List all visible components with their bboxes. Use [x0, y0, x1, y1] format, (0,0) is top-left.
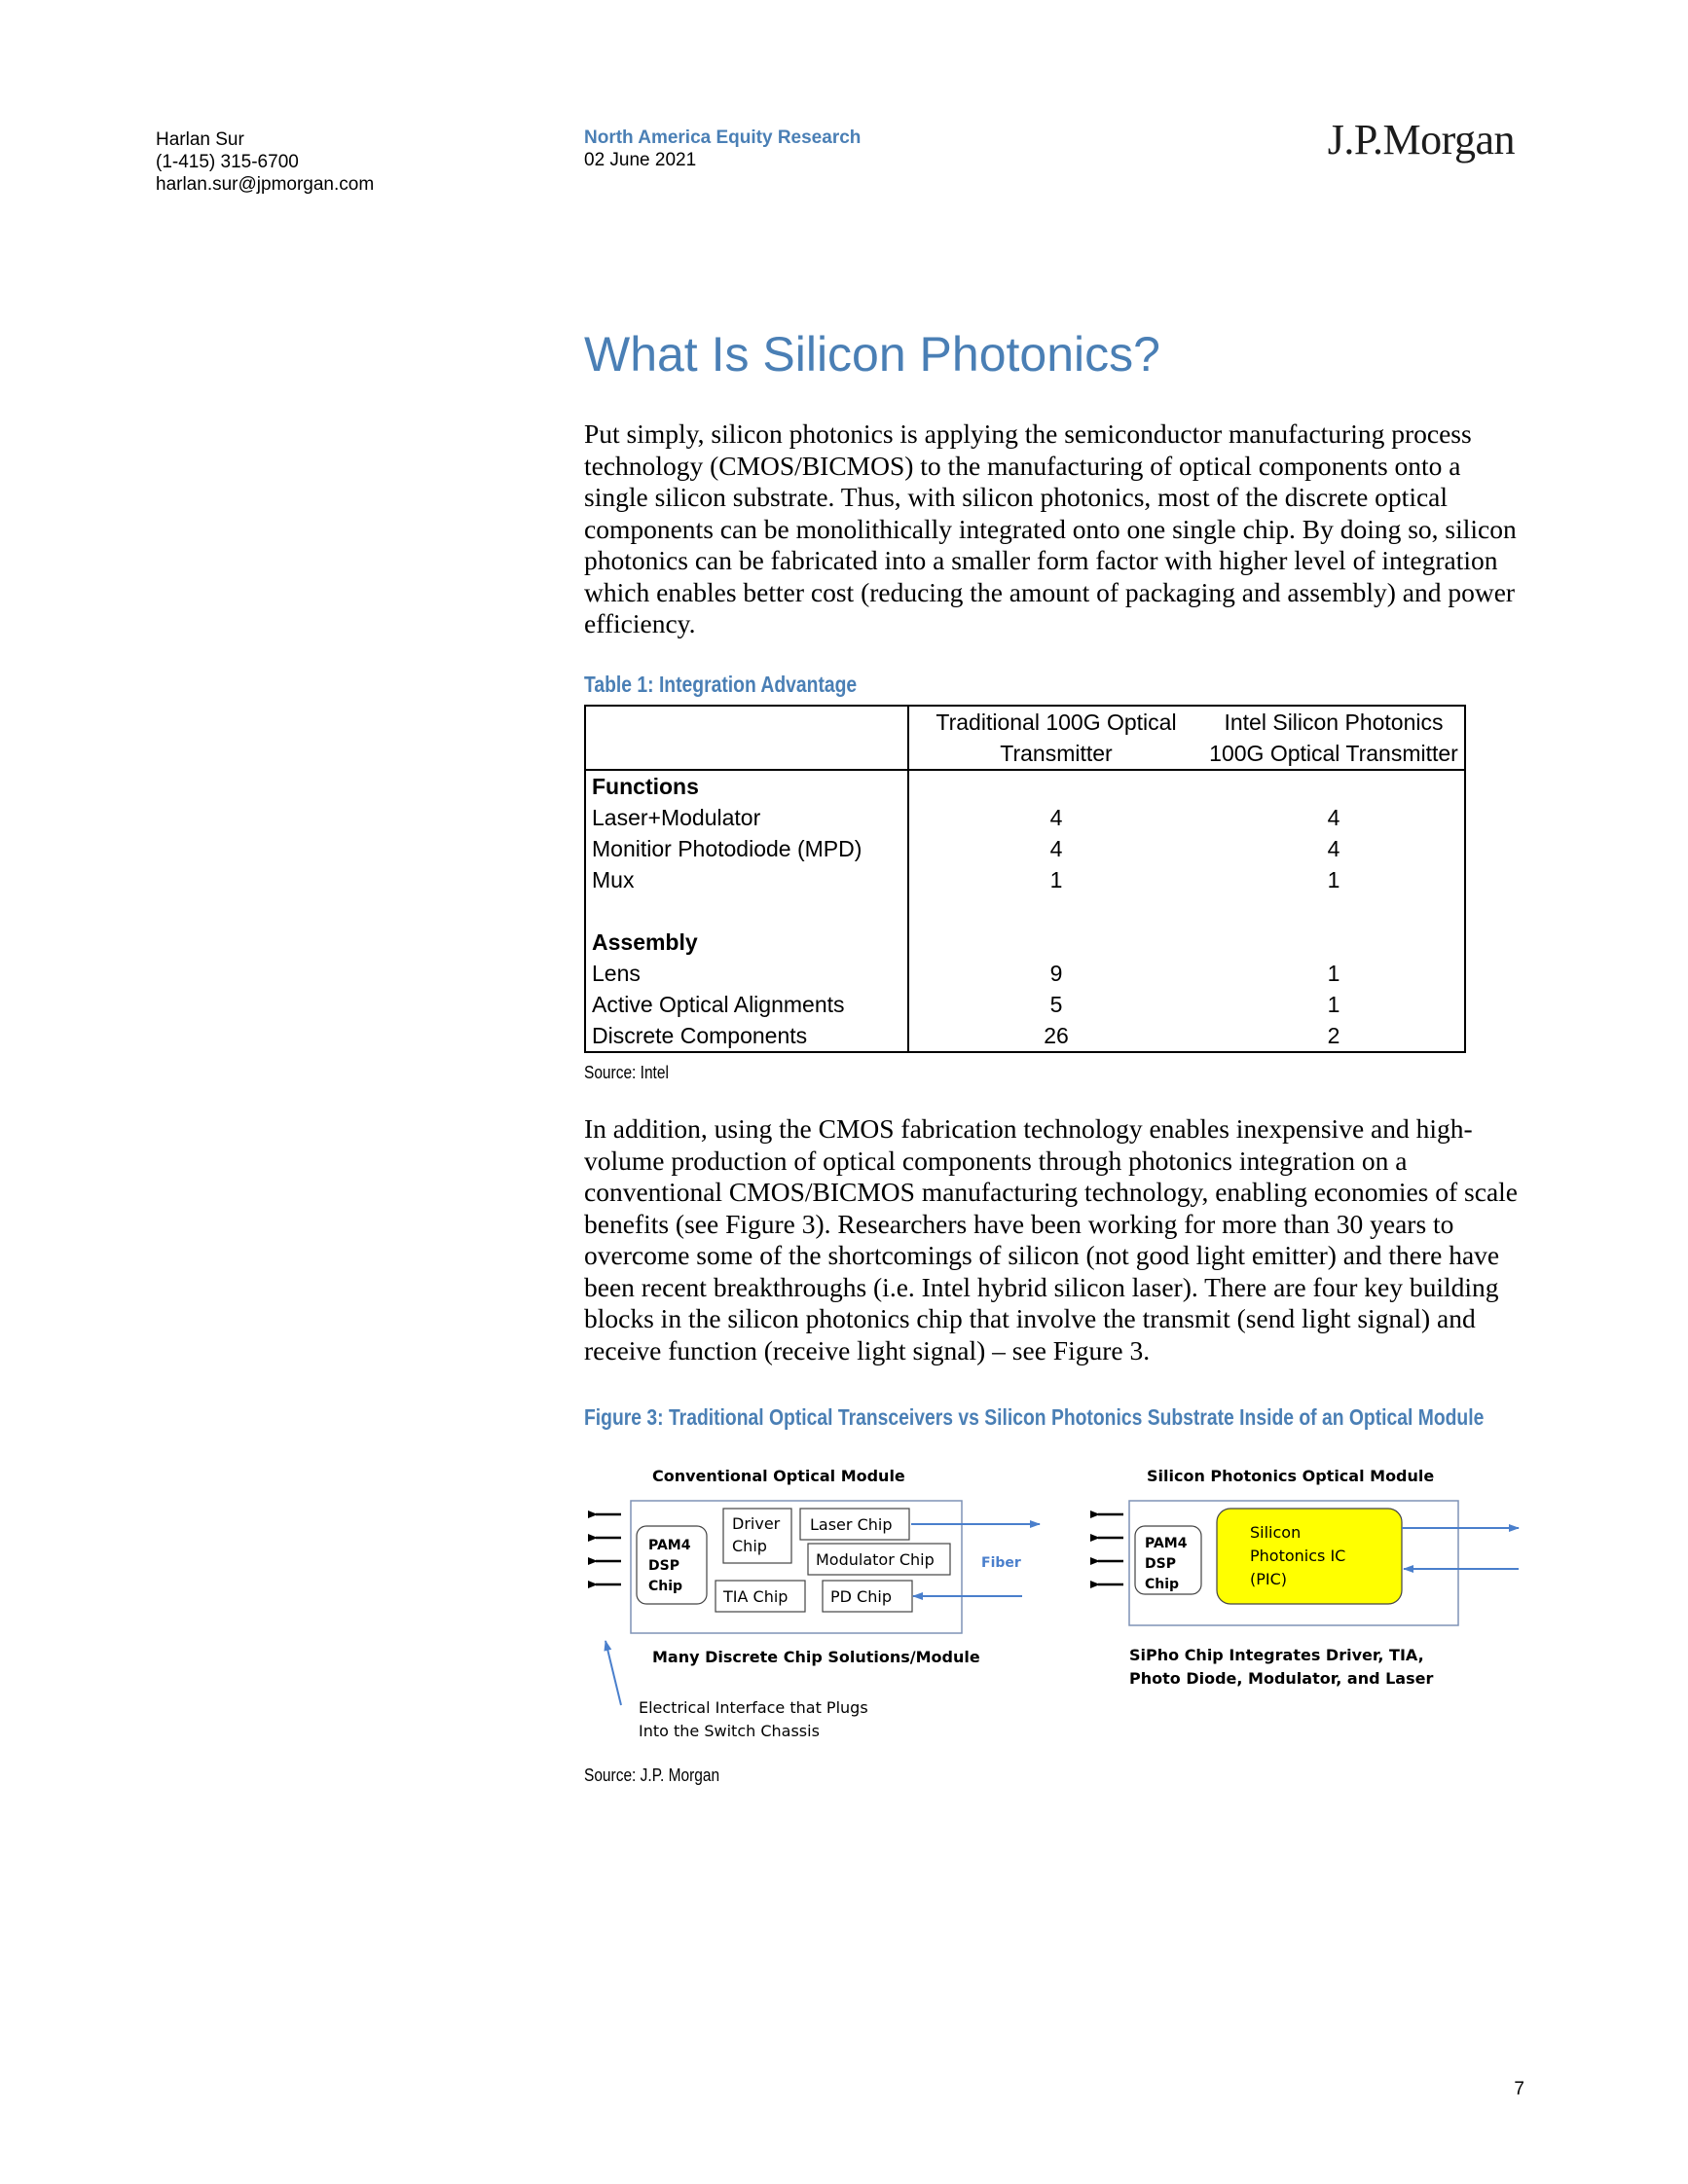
table-caption: Table 1: Integration Advantage — [584, 672, 858, 697]
header-intel-line1: Intel Silicon Photonics — [1224, 710, 1444, 735]
spacer-row — [585, 895, 1465, 927]
traditional-value: 9 — [1049, 961, 1063, 986]
pic-label-3: (PIC) — [1250, 1570, 1288, 1588]
department: North America Equity Research — [584, 127, 862, 148]
jpmorgan-logo: J.P.Morgan — [1327, 116, 1515, 164]
header-empty-cell — [585, 706, 908, 770]
driver-label-2: Chip — [732, 1537, 767, 1555]
row-label: Active Optical Alignments — [585, 989, 908, 1020]
section-label: Functions — [585, 770, 908, 802]
intro-paragraph: Put simply, silicon photonics is applying the semiconductor manufacturing process technology (CMOS/BICMOS) to the manufacturing of optical components onto a single silicon substrate. Thus, with silicon photonics, most of the discrete optical components can be monolithically integrated onto one single chip. By doing so, silicon photonics can be fabricated into a smaller form factor with higher level of integration which enables better cost (reducing the amount of packaging and assembly) and power efficiency. — [584, 419, 1517, 638]
driver-label-1: Driver — [732, 1514, 781, 1533]
pd-label: PD Chip — [830, 1587, 892, 1606]
dsp-label-1: PAM4 — [648, 1538, 691, 1553]
page-title: What Is Silicon Photonics? — [584, 327, 1160, 382]
table-source: Source: Intel — [584, 1063, 669, 1082]
author-name: Harlan Sur — [156, 129, 244, 150]
table-row — [585, 1020, 1465, 1052]
sipho-footer-2: Photo Diode, Modulator, and Laser — [1129, 1669, 1434, 1688]
interface-pointer-arrow — [605, 1641, 621, 1705]
header-traditional-line2: Transmitter — [1000, 741, 1113, 766]
figure-source: Source: J.P. Morgan — [584, 1765, 720, 1785]
sipho-module-title: Silicon Photonics Optical Module — [1147, 1468, 1435, 1485]
traditional-value: 4 — [1049, 805, 1063, 830]
sipho-dsp-label-3: Chip — [1145, 1577, 1180, 1592]
table-header-row — [585, 706, 1465, 770]
conventional-footer: Many Discrete Chip Solutions/Module — [652, 1648, 980, 1666]
optical-module-diagram — [584, 1468, 1528, 1750]
table-row — [585, 864, 1465, 895]
fiber-label: Fiber — [981, 1555, 1021, 1571]
author-block — [156, 128, 374, 196]
traditional-value: 1 — [1049, 867, 1063, 892]
intel-value: 2 — [1327, 1023, 1340, 1048]
traditional-value: 4 — [1049, 836, 1063, 861]
header-traditional-line1: Traditional 100G Optical — [936, 710, 1177, 735]
intel-value: 1 — [1327, 867, 1340, 892]
electrical-arrows-left — [596, 1514, 621, 1584]
table-row — [585, 958, 1465, 989]
intel-value: 1 — [1327, 961, 1340, 986]
intel-value: 4 — [1327, 805, 1340, 830]
cmos-paragraph: In addition, using the CMOS fabrication technology enables inexpensive and high-volume production of optical components through photonics integration on a conventional CMOS/BICMOS manufacturing technology, enabling economies of scale benefits (see Figure 3). Researchers have been working for more than 30 years to overcome some of the shortcomings of silicon (not good light emitter) and there have been recent breakthroughs (i.e. Intel hybrid silicon laser). There are four key building blocks in the silicon photonics chip that involve the transmit (send light signal) and receive function (receive light signal) – see Figure 3. — [584, 1113, 1518, 1365]
sipho-dsp-label-1: PAM4 — [1145, 1536, 1188, 1551]
traditional-value: 5 — [1049, 992, 1063, 1017]
section-label: Assembly — [585, 927, 908, 958]
interface-note-2: Into the Switch Chassis — [639, 1722, 820, 1740]
author-phone: (1-415) 315-6700 — [156, 152, 299, 172]
table-row — [585, 989, 1465, 1020]
pic-label-1: Silicon — [1250, 1523, 1302, 1542]
header-traditional — [908, 706, 1203, 770]
header-intel — [1203, 706, 1465, 770]
author-email[interactable]: harlan.sur@jpmorgan.com — [156, 174, 375, 195]
laser-label: Laser Chip — [810, 1515, 893, 1534]
sipho-dsp-label-2: DSP — [1145, 1556, 1176, 1572]
section-row — [585, 927, 1465, 958]
intel-value: 1 — [1327, 992, 1340, 1017]
row-label: Laser+Modulator — [585, 802, 908, 833]
conventional-module-title: Conventional Optical Module — [652, 1468, 905, 1485]
modulator-label: Modulator Chip — [816, 1550, 935, 1569]
figure-caption: Figure 3: Traditional Optical Transceivers vs Silicon Photonics Substrate Inside of an Optical Module — [584, 1404, 1485, 1430]
pic-label-2: Photonics IC — [1250, 1547, 1346, 1565]
row-label: Lens — [585, 958, 908, 989]
row-label: Mux — [585, 864, 908, 895]
table-row — [585, 833, 1465, 864]
section-row — [585, 770, 1465, 802]
tia-label: TIA Chip — [723, 1587, 789, 1606]
report-date: 02 June 2021 — [584, 150, 697, 170]
intel-value: 4 — [1327, 836, 1340, 861]
header-intel-line2: 100G Optical Transmitter — [1209, 741, 1458, 766]
table-row — [585, 802, 1465, 833]
integration-advantage-table — [584, 705, 1466, 1053]
page-number: 7 — [1514, 2079, 1524, 2099]
traditional-value: 26 — [1044, 1023, 1069, 1048]
sipho-footer-1: SiPho Chip Integrates Driver, TIA, — [1129, 1646, 1424, 1664]
dsp-label-3: Chip — [648, 1579, 683, 1594]
report-meta — [584, 127, 861, 171]
interface-note-1: Electrical Interface that Plugs — [639, 1698, 868, 1717]
row-label: Discrete Components — [585, 1020, 908, 1052]
dsp-label-2: DSP — [648, 1558, 679, 1574]
row-label: Monitior Photodiode (MPD) — [585, 833, 908, 864]
sipho-electrical-arrows — [1098, 1514, 1123, 1584]
